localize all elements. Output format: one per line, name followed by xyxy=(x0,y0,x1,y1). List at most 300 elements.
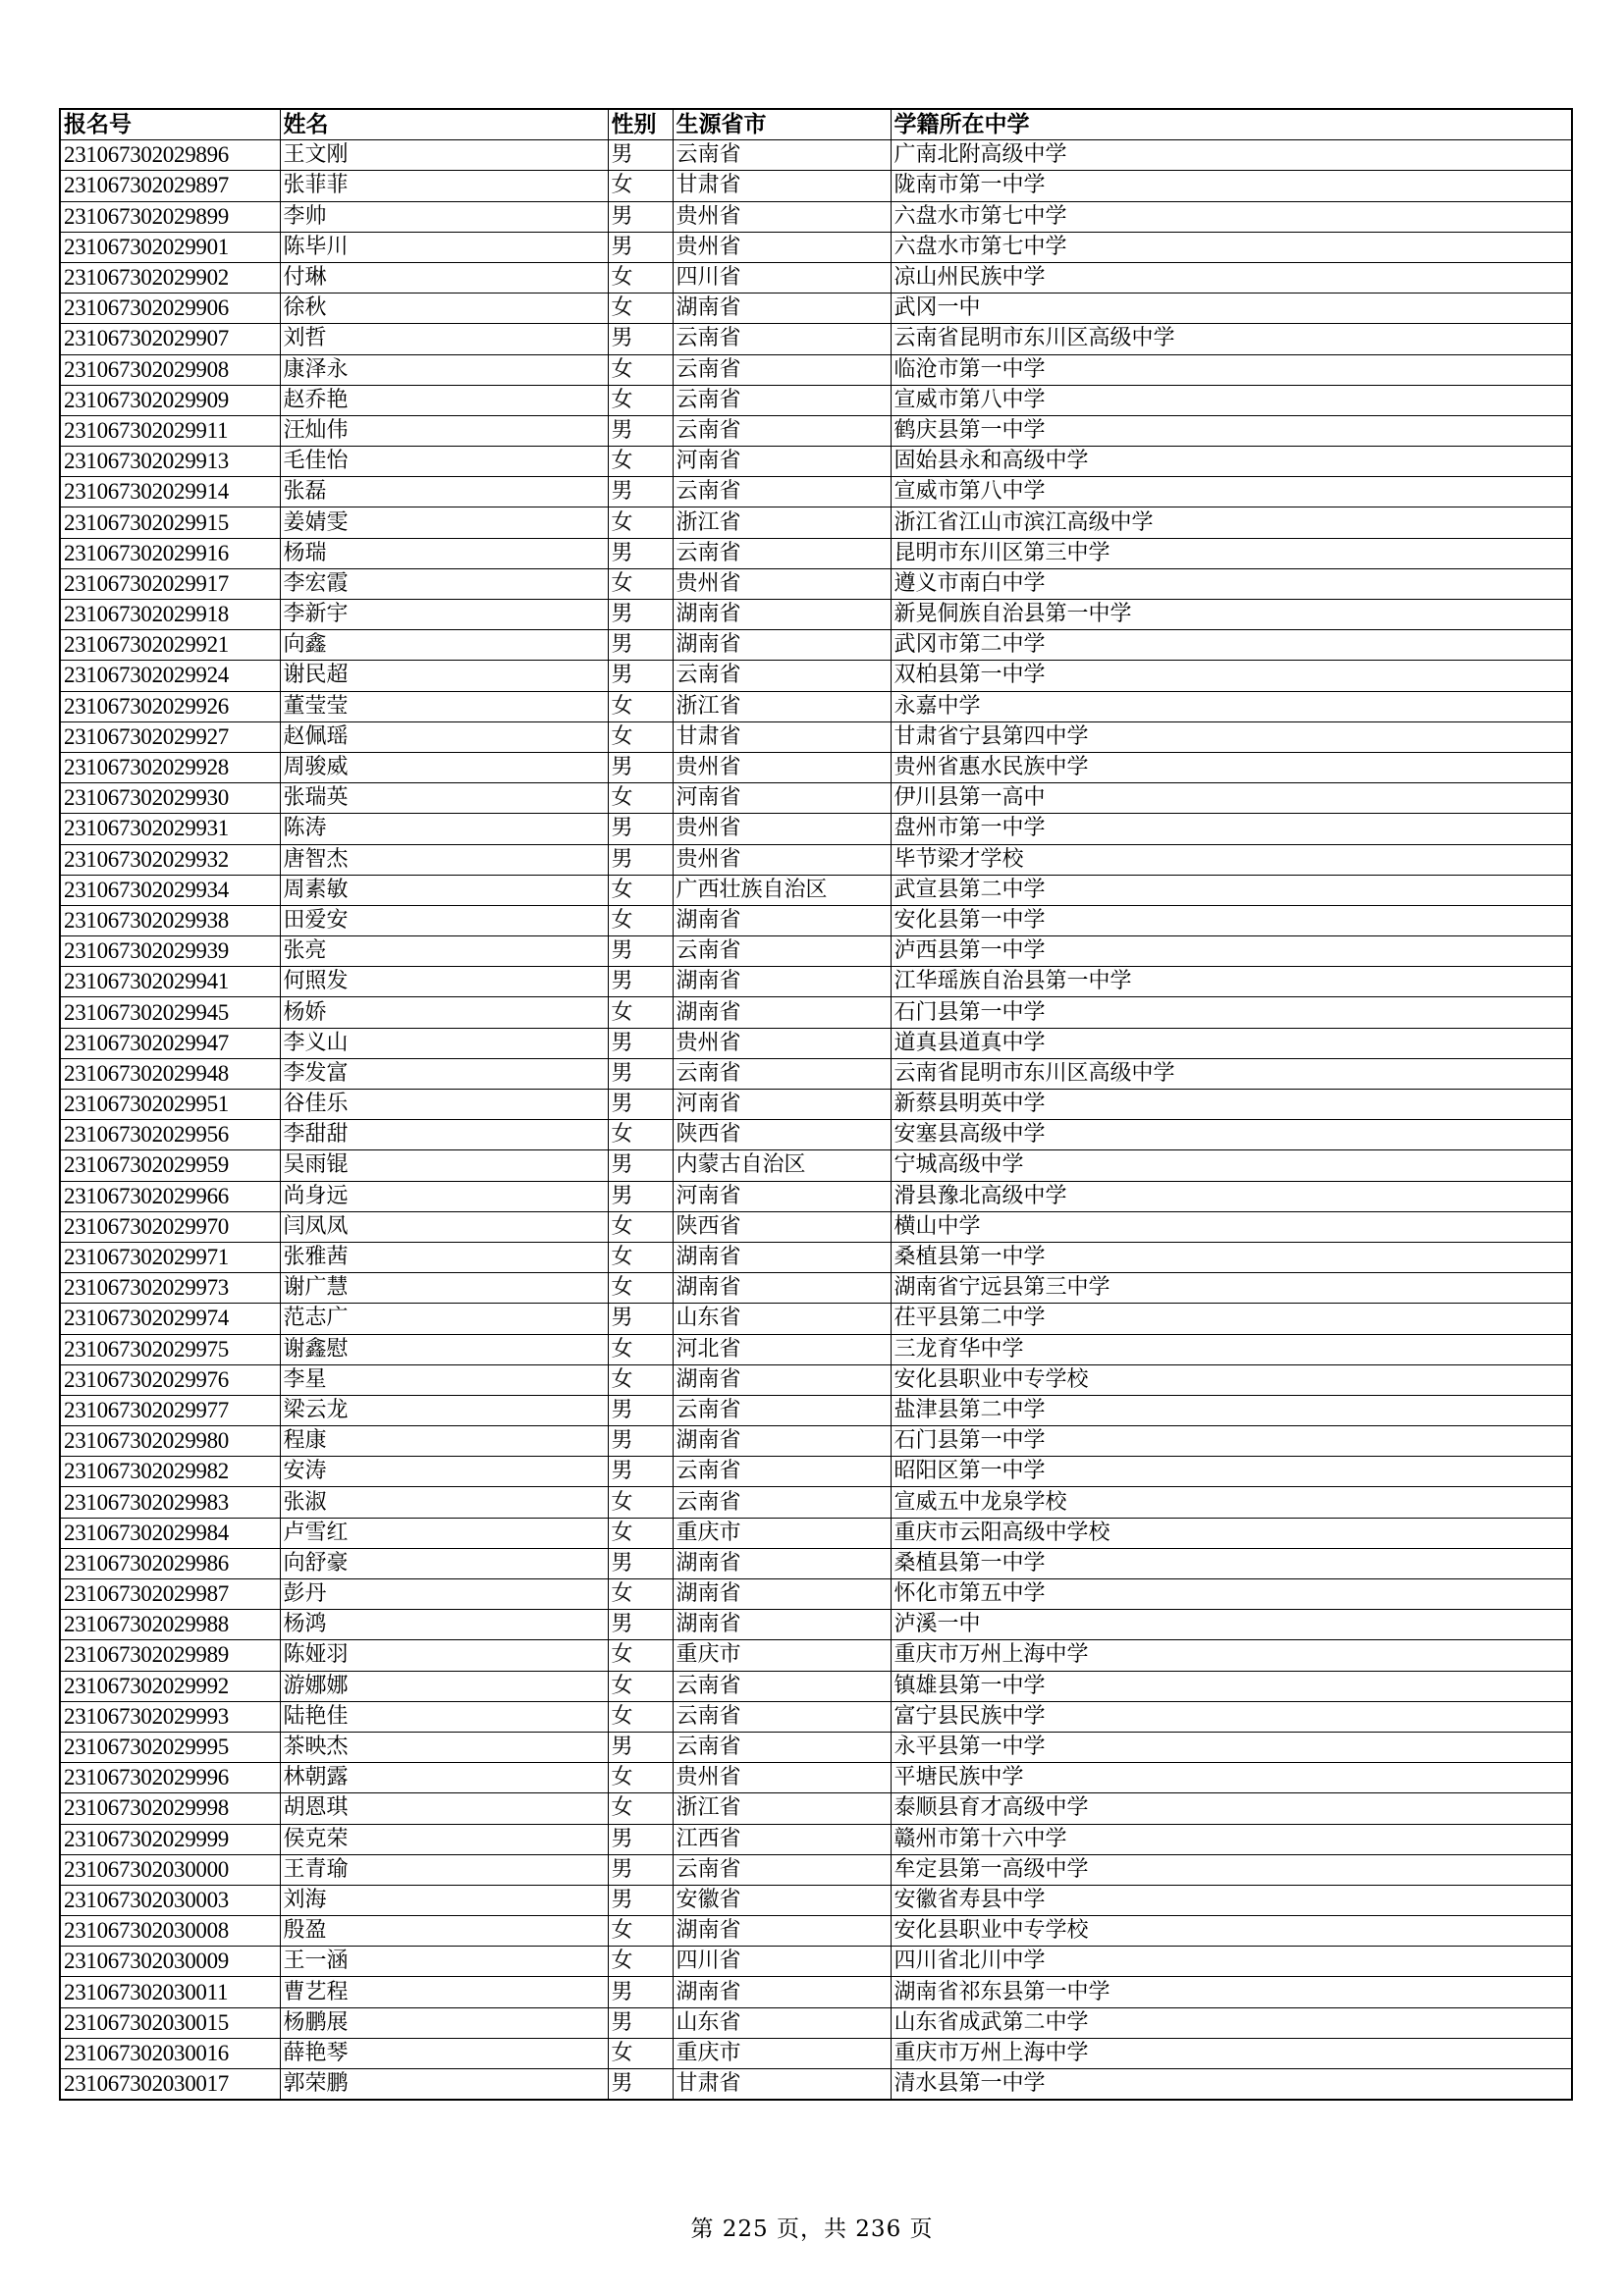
table-row xyxy=(60,1304,1572,1334)
school-cell: 江华瑶族自治县第一中学 xyxy=(891,967,1572,997)
name-cell: 梁云龙 xyxy=(280,1395,608,1425)
gender-cell: 女 xyxy=(608,721,673,752)
school-cell: 宣威五中龙泉学校 xyxy=(891,1487,1572,1518)
name-cell: 张雅茜 xyxy=(280,1242,608,1272)
school-cell: 武冈一中 xyxy=(891,294,1572,324)
school-cell: 安塞县高级中学 xyxy=(891,1120,1572,1150)
registration-number-cell: 231067302029896 xyxy=(60,140,280,171)
page-number: 第 225 页，共 236 页 xyxy=(690,2216,934,2242)
name-cell: 张磊 xyxy=(280,477,608,507)
gender-cell: 男 xyxy=(608,201,673,232)
registration-number-cell: 231067302029924 xyxy=(60,661,280,691)
table-row xyxy=(60,171,1572,201)
gender-cell: 男 xyxy=(608,1824,673,1854)
province-cell: 贵州省 xyxy=(673,844,891,875)
table-row xyxy=(60,294,1572,324)
registration-number-cell: 231067302030003 xyxy=(60,1885,280,1915)
gender-cell: 女 xyxy=(608,1793,673,1824)
gender-cell: 女 xyxy=(608,1242,673,1272)
gender-cell: 女 xyxy=(608,171,673,201)
province-cell: 重庆市 xyxy=(673,2038,891,2068)
name-cell: 李新宇 xyxy=(280,600,608,630)
gender-cell: 女 xyxy=(608,1273,673,1304)
name-cell: 李甜甜 xyxy=(280,1120,608,1150)
gender-cell: 男 xyxy=(608,661,673,691)
table-row xyxy=(60,538,1572,568)
province-cell: 贵州省 xyxy=(673,1763,891,1793)
school-cell: 湖南省祁东县第一中学 xyxy=(891,1977,1572,2007)
gender-cell: 男 xyxy=(608,1181,673,1211)
gender-cell: 女 xyxy=(608,1916,673,1947)
gender-cell: 男 xyxy=(608,140,673,171)
table-row xyxy=(60,507,1572,538)
province-cell: 甘肃省 xyxy=(673,171,891,201)
gender-cell: 女 xyxy=(608,1640,673,1671)
province-cell: 河南省 xyxy=(673,783,891,814)
gender-cell: 男 xyxy=(608,936,673,967)
registration-number-cell: 231067302029980 xyxy=(60,1426,280,1457)
name-cell: 王文刚 xyxy=(280,140,608,171)
gender-cell: 男 xyxy=(608,324,673,354)
school-cell: 凉山州民族中学 xyxy=(891,262,1572,293)
table-row xyxy=(60,1671,1572,1701)
province-cell: 云南省 xyxy=(673,477,891,507)
province-cell: 湖南省 xyxy=(673,1579,891,1610)
registration-number-cell: 231067302029947 xyxy=(60,1028,280,1058)
gender-cell: 男 xyxy=(608,1028,673,1058)
province-cell: 湖南省 xyxy=(673,600,891,630)
name-cell: 杨鹏展 xyxy=(280,2007,608,2038)
registration-number-cell: 231067302029913 xyxy=(60,447,280,477)
registration-number-cell: 231067302029973 xyxy=(60,1273,280,1304)
province-cell: 云南省 xyxy=(673,385,891,415)
province-cell: 江西省 xyxy=(673,1824,891,1854)
registration-number-cell: 231067302030009 xyxy=(60,1947,280,1977)
table-row xyxy=(60,1364,1572,1395)
gender-cell: 男 xyxy=(608,1854,673,1885)
gender-cell: 女 xyxy=(608,905,673,935)
gender-cell: 男 xyxy=(608,600,673,630)
school-cell: 桑植县第一中学 xyxy=(891,1242,1572,1272)
registration-number-cell: 231067302029988 xyxy=(60,1610,280,1640)
header-school: 学籍所在中学 xyxy=(891,109,1572,140)
table-row xyxy=(60,1242,1572,1272)
school-cell: 永平县第一中学 xyxy=(891,1732,1572,1762)
province-cell: 贵州省 xyxy=(673,752,891,782)
registration-number-cell: 231067302030015 xyxy=(60,2007,280,2038)
registration-number-cell: 231067302029959 xyxy=(60,1150,280,1181)
registration-number-cell: 231067302029930 xyxy=(60,783,280,814)
school-cell: 广南北附高级中学 xyxy=(891,140,1572,171)
header-name: 姓名 xyxy=(280,109,608,140)
table-row xyxy=(60,905,1572,935)
province-cell: 湖南省 xyxy=(673,905,891,935)
table-row xyxy=(60,691,1572,721)
name-cell: 向鑫 xyxy=(280,630,608,661)
name-cell: 周素敏 xyxy=(280,875,608,905)
school-cell: 双柏县第一中学 xyxy=(891,661,1572,691)
registration-number-cell: 231067302029909 xyxy=(60,385,280,415)
registration-number-cell: 231067302029911 xyxy=(60,415,280,446)
province-cell: 湖南省 xyxy=(673,1242,891,1272)
province-cell: 云南省 xyxy=(673,1487,891,1518)
name-cell: 毛佳怡 xyxy=(280,447,608,477)
registration-number-cell: 231067302029992 xyxy=(60,1671,280,1701)
registration-number-cell: 231067302029914 xyxy=(60,477,280,507)
school-cell: 陇南市第一中学 xyxy=(891,171,1572,201)
school-cell: 重庆市万州上海中学 xyxy=(891,2038,1572,2068)
gender-cell: 男 xyxy=(608,1058,673,1089)
table-row xyxy=(60,385,1572,415)
school-cell: 镇雄县第一中学 xyxy=(891,1671,1572,1701)
province-cell: 云南省 xyxy=(673,354,891,385)
name-cell: 尚身远 xyxy=(280,1181,608,1211)
school-cell: 泸西县第一中学 xyxy=(891,936,1572,967)
gender-cell: 男 xyxy=(608,1457,673,1487)
province-cell: 四川省 xyxy=(673,1947,891,1977)
header-registration-number: 报名号 xyxy=(60,109,280,140)
gender-cell: 女 xyxy=(608,1211,673,1242)
name-cell: 杨瑞 xyxy=(280,538,608,568)
registration-number-cell: 231067302029956 xyxy=(60,1120,280,1150)
table-row xyxy=(60,875,1572,905)
province-cell: 云南省 xyxy=(673,1701,891,1732)
registration-number-cell: 231067302029945 xyxy=(60,997,280,1028)
school-cell: 安化县第一中学 xyxy=(891,905,1572,935)
registration-number-cell: 231067302030011 xyxy=(60,1977,280,2007)
name-cell: 吴雨锟 xyxy=(280,1150,608,1181)
name-cell: 张瑞英 xyxy=(280,783,608,814)
name-cell: 王一涵 xyxy=(280,1947,608,1977)
province-cell: 河北省 xyxy=(673,1334,891,1364)
school-cell: 甘肃省宁县第四中学 xyxy=(891,721,1572,752)
school-cell: 湖南省宁远县第三中学 xyxy=(891,1273,1572,1304)
gender-cell: 女 xyxy=(608,783,673,814)
registration-number-cell: 231067302029917 xyxy=(60,568,280,599)
province-cell: 云南省 xyxy=(673,324,891,354)
province-cell: 湖南省 xyxy=(673,1977,891,2007)
table-row xyxy=(60,752,1572,782)
table-row xyxy=(60,1150,1572,1181)
name-cell: 谷佳乐 xyxy=(280,1090,608,1120)
gender-cell: 女 xyxy=(608,1763,673,1793)
school-cell: 桑植县第一中学 xyxy=(891,1548,1572,1578)
registration-number-cell: 231067302029995 xyxy=(60,1732,280,1762)
province-cell: 湖南省 xyxy=(673,1916,891,1947)
registration-number-cell: 231067302029928 xyxy=(60,752,280,782)
table-row xyxy=(60,1028,1572,1058)
table-row xyxy=(60,1701,1572,1732)
registration-number-cell: 231067302029951 xyxy=(60,1090,280,1120)
table-row xyxy=(60,477,1572,507)
registration-number-cell: 231067302029983 xyxy=(60,1487,280,1518)
table-row xyxy=(60,997,1572,1028)
province-cell: 贵州省 xyxy=(673,568,891,599)
gender-cell: 女 xyxy=(608,1487,673,1518)
province-cell: 广西壮族自治区 xyxy=(673,875,891,905)
registration-number-cell: 231067302029926 xyxy=(60,691,280,721)
table-row xyxy=(60,568,1572,599)
table-row xyxy=(60,1181,1572,1211)
registration-number-cell: 231067302029915 xyxy=(60,507,280,538)
school-cell: 宣威市第八中学 xyxy=(891,477,1572,507)
province-cell: 湖南省 xyxy=(673,1364,891,1395)
name-cell: 何照发 xyxy=(280,967,608,997)
gender-cell: 男 xyxy=(608,1977,673,2007)
name-cell: 汪灿伟 xyxy=(280,415,608,446)
school-cell: 遵义市南白中学 xyxy=(891,568,1572,599)
school-cell: 武冈市第二中学 xyxy=(891,630,1572,661)
registration-number-cell: 231067302029986 xyxy=(60,1548,280,1578)
table-row xyxy=(60,1120,1572,1150)
province-cell: 甘肃省 xyxy=(673,2069,891,2101)
school-cell: 山东省成武第二中学 xyxy=(891,2007,1572,2038)
name-cell: 安涛 xyxy=(280,1457,608,1487)
school-cell: 临沧市第一中学 xyxy=(891,354,1572,385)
registration-number-cell: 231067302029977 xyxy=(60,1395,280,1425)
province-cell: 陕西省 xyxy=(673,1120,891,1150)
table-row xyxy=(60,262,1572,293)
registration-number-cell: 231067302029932 xyxy=(60,844,280,875)
province-cell: 浙江省 xyxy=(673,1793,891,1824)
school-cell: 贵州省惠水民族中学 xyxy=(891,752,1572,782)
school-cell: 重庆市云阳高级中学校 xyxy=(891,1518,1572,1548)
table-row xyxy=(60,1518,1572,1548)
name-cell: 刘海 xyxy=(280,1885,608,1915)
registration-number-cell: 231067302029984 xyxy=(60,1518,280,1548)
school-cell: 昭阳区第一中学 xyxy=(891,1457,1572,1487)
province-cell: 云南省 xyxy=(673,1732,891,1762)
school-cell: 六盘水市第七中学 xyxy=(891,201,1572,232)
name-cell: 李星 xyxy=(280,1364,608,1395)
province-cell: 贵州省 xyxy=(673,814,891,844)
name-cell: 游娜娜 xyxy=(280,1671,608,1701)
school-cell: 道真县道真中学 xyxy=(891,1028,1572,1058)
school-cell: 重庆市万州上海中学 xyxy=(891,1640,1572,1671)
school-cell: 石门县第一中学 xyxy=(891,997,1572,1028)
name-cell: 刘哲 xyxy=(280,324,608,354)
name-cell: 侯克荣 xyxy=(280,1824,608,1854)
table-row xyxy=(60,1487,1572,1518)
registration-number-cell: 231067302029939 xyxy=(60,936,280,967)
name-cell: 李宏霞 xyxy=(280,568,608,599)
table-row xyxy=(60,1426,1572,1457)
registration-number-cell: 231067302029921 xyxy=(60,630,280,661)
school-cell: 四川省北川中学 xyxy=(891,1947,1572,1977)
name-cell: 陆艳佳 xyxy=(280,1701,608,1732)
header-gender: 性别 xyxy=(608,109,673,140)
province-cell: 云南省 xyxy=(673,140,891,171)
registration-number-cell: 231067302029976 xyxy=(60,1364,280,1395)
gender-cell: 女 xyxy=(608,1701,673,1732)
gender-cell: 男 xyxy=(608,1732,673,1762)
gender-cell: 男 xyxy=(608,1426,673,1457)
gender-cell: 男 xyxy=(608,1150,673,1181)
province-cell: 云南省 xyxy=(673,1671,891,1701)
registration-number-cell: 231067302029998 xyxy=(60,1793,280,1824)
school-cell: 三龙育华中学 xyxy=(891,1334,1572,1364)
province-cell: 甘肃省 xyxy=(673,721,891,752)
registration-number-cell: 231067302029908 xyxy=(60,354,280,385)
gender-cell: 男 xyxy=(608,1610,673,1640)
registration-number-cell: 231067302029987 xyxy=(60,1579,280,1610)
gender-cell: 男 xyxy=(608,1090,673,1120)
name-cell: 赵佩瑶 xyxy=(280,721,608,752)
province-cell: 云南省 xyxy=(673,538,891,568)
name-cell: 薛艳琴 xyxy=(280,2038,608,2068)
name-cell: 闫凤凤 xyxy=(280,1211,608,1242)
table-row xyxy=(60,630,1572,661)
table-row xyxy=(60,1763,1572,1793)
school-cell: 泸溪一中 xyxy=(891,1610,1572,1640)
table-row xyxy=(60,1610,1572,1640)
table-row xyxy=(60,324,1572,354)
table-row xyxy=(60,844,1572,875)
gender-cell: 女 xyxy=(608,262,673,293)
name-cell: 谢广慧 xyxy=(280,1273,608,1304)
school-cell: 永嘉中学 xyxy=(891,691,1572,721)
gender-cell: 男 xyxy=(608,844,673,875)
province-cell: 安徽省 xyxy=(673,1885,891,1915)
name-cell: 杨鸿 xyxy=(280,1610,608,1640)
school-cell: 盘州市第一中学 xyxy=(891,814,1572,844)
gender-cell: 女 xyxy=(608,447,673,477)
school-cell: 宣威市第八中学 xyxy=(891,385,1572,415)
province-cell: 湖南省 xyxy=(673,967,891,997)
name-cell: 周骏威 xyxy=(280,752,608,782)
name-cell: 徐秋 xyxy=(280,294,608,324)
registration-number-cell: 231067302029966 xyxy=(60,1181,280,1211)
gender-cell: 女 xyxy=(608,294,673,324)
school-cell: 清水县第一中学 xyxy=(891,2069,1572,2101)
province-cell: 湖南省 xyxy=(673,630,891,661)
name-cell: 康泽永 xyxy=(280,354,608,385)
province-cell: 河南省 xyxy=(673,1090,891,1120)
school-cell: 新晃侗族自治县第一中学 xyxy=(891,600,1572,630)
school-cell: 石门县第一中学 xyxy=(891,1426,1572,1457)
province-cell: 湖南省 xyxy=(673,1426,891,1457)
table-row xyxy=(60,1211,1572,1242)
school-cell: 鹤庆县第一中学 xyxy=(891,415,1572,446)
gender-cell: 男 xyxy=(608,477,673,507)
province-cell: 重庆市 xyxy=(673,1518,891,1548)
province-cell: 云南省 xyxy=(673,415,891,446)
name-cell: 陈娅羽 xyxy=(280,1640,608,1671)
name-cell: 李帅 xyxy=(280,201,608,232)
table-row xyxy=(60,936,1572,967)
name-cell: 殷盈 xyxy=(280,1916,608,1947)
name-cell: 茶映杰 xyxy=(280,1732,608,1762)
table-row xyxy=(60,1854,1572,1885)
table-row xyxy=(60,1090,1572,1120)
gender-cell: 男 xyxy=(608,967,673,997)
name-cell: 郭荣鹏 xyxy=(280,2069,608,2101)
registration-number-cell: 231067302029927 xyxy=(60,721,280,752)
province-cell: 重庆市 xyxy=(673,1640,891,1671)
registration-number-cell: 231067302029989 xyxy=(60,1640,280,1671)
school-cell: 安徽省寿县中学 xyxy=(891,1885,1572,1915)
province-cell: 山东省 xyxy=(673,1304,891,1334)
table-row xyxy=(60,1058,1572,1089)
registration-number-cell: 231067302029971 xyxy=(60,1242,280,1272)
school-cell: 牟定县第一高级中学 xyxy=(891,1854,1572,1885)
school-cell: 盐津县第二中学 xyxy=(891,1395,1572,1425)
province-cell: 贵州省 xyxy=(673,232,891,262)
school-cell: 安化县职业中专学校 xyxy=(891,1916,1572,1947)
school-cell: 云南省昆明市东川区高级中学 xyxy=(891,1058,1572,1089)
name-cell: 胡恩琪 xyxy=(280,1793,608,1824)
registration-number-cell: 231067302029948 xyxy=(60,1058,280,1089)
table-row xyxy=(60,1824,1572,1854)
table-row xyxy=(60,415,1572,446)
table-row xyxy=(60,1457,1572,1487)
registration-number-cell: 231067302029907 xyxy=(60,324,280,354)
school-cell: 云南省昆明市东川区高级中学 xyxy=(891,324,1572,354)
registration-number-cell: 231067302029901 xyxy=(60,232,280,262)
name-cell: 张菲菲 xyxy=(280,171,608,201)
gender-cell: 男 xyxy=(608,1395,673,1425)
province-cell: 贵州省 xyxy=(673,201,891,232)
province-cell: 云南省 xyxy=(673,1854,891,1885)
registration-number-cell: 231067302030000 xyxy=(60,1854,280,1885)
province-cell: 湖南省 xyxy=(673,997,891,1028)
province-cell: 湖南省 xyxy=(673,1273,891,1304)
province-cell: 云南省 xyxy=(673,1457,891,1487)
table-row xyxy=(60,1916,1572,1947)
gender-cell: 女 xyxy=(608,691,673,721)
table-row xyxy=(60,967,1572,997)
name-cell: 陈涛 xyxy=(280,814,608,844)
gender-cell: 女 xyxy=(608,1120,673,1150)
header-row xyxy=(60,109,1572,140)
gender-cell: 男 xyxy=(608,2007,673,2038)
table-row xyxy=(60,2069,1572,2101)
name-cell: 李发富 xyxy=(280,1058,608,1089)
name-cell: 程康 xyxy=(280,1426,608,1457)
registration-number-cell: 231067302029993 xyxy=(60,1701,280,1732)
gender-cell: 女 xyxy=(608,875,673,905)
gender-cell: 男 xyxy=(608,415,673,446)
table-row xyxy=(60,354,1572,385)
gender-cell: 女 xyxy=(608,997,673,1028)
name-cell: 田爱安 xyxy=(280,905,608,935)
province-cell: 内蒙古自治区 xyxy=(673,1150,891,1181)
gender-cell: 女 xyxy=(608,1364,673,1395)
province-cell: 湖南省 xyxy=(673,1610,891,1640)
table-row xyxy=(60,1885,1572,1915)
table-row xyxy=(60,661,1572,691)
table-row xyxy=(60,1273,1572,1304)
registration-number-cell: 231067302029902 xyxy=(60,262,280,293)
name-cell: 谢鑫慰 xyxy=(280,1334,608,1364)
province-cell: 云南省 xyxy=(673,1058,891,1089)
table-row xyxy=(60,447,1572,477)
table-row xyxy=(60,721,1572,752)
province-cell: 云南省 xyxy=(673,936,891,967)
school-cell: 泰顺县育才高级中学 xyxy=(891,1793,1572,1824)
gender-cell: 男 xyxy=(608,2069,673,2101)
school-cell: 武宣县第二中学 xyxy=(891,875,1572,905)
name-cell: 向舒豪 xyxy=(280,1548,608,1578)
province-cell: 陕西省 xyxy=(673,1211,891,1242)
registration-number-cell: 231067302029970 xyxy=(60,1211,280,1242)
name-cell: 张亮 xyxy=(280,936,608,967)
province-cell: 贵州省 xyxy=(673,1028,891,1058)
gender-cell: 女 xyxy=(608,568,673,599)
registration-number-cell: 231067302029906 xyxy=(60,294,280,324)
admission-roster-table xyxy=(59,108,1573,2101)
province-cell: 河南省 xyxy=(673,1181,891,1211)
